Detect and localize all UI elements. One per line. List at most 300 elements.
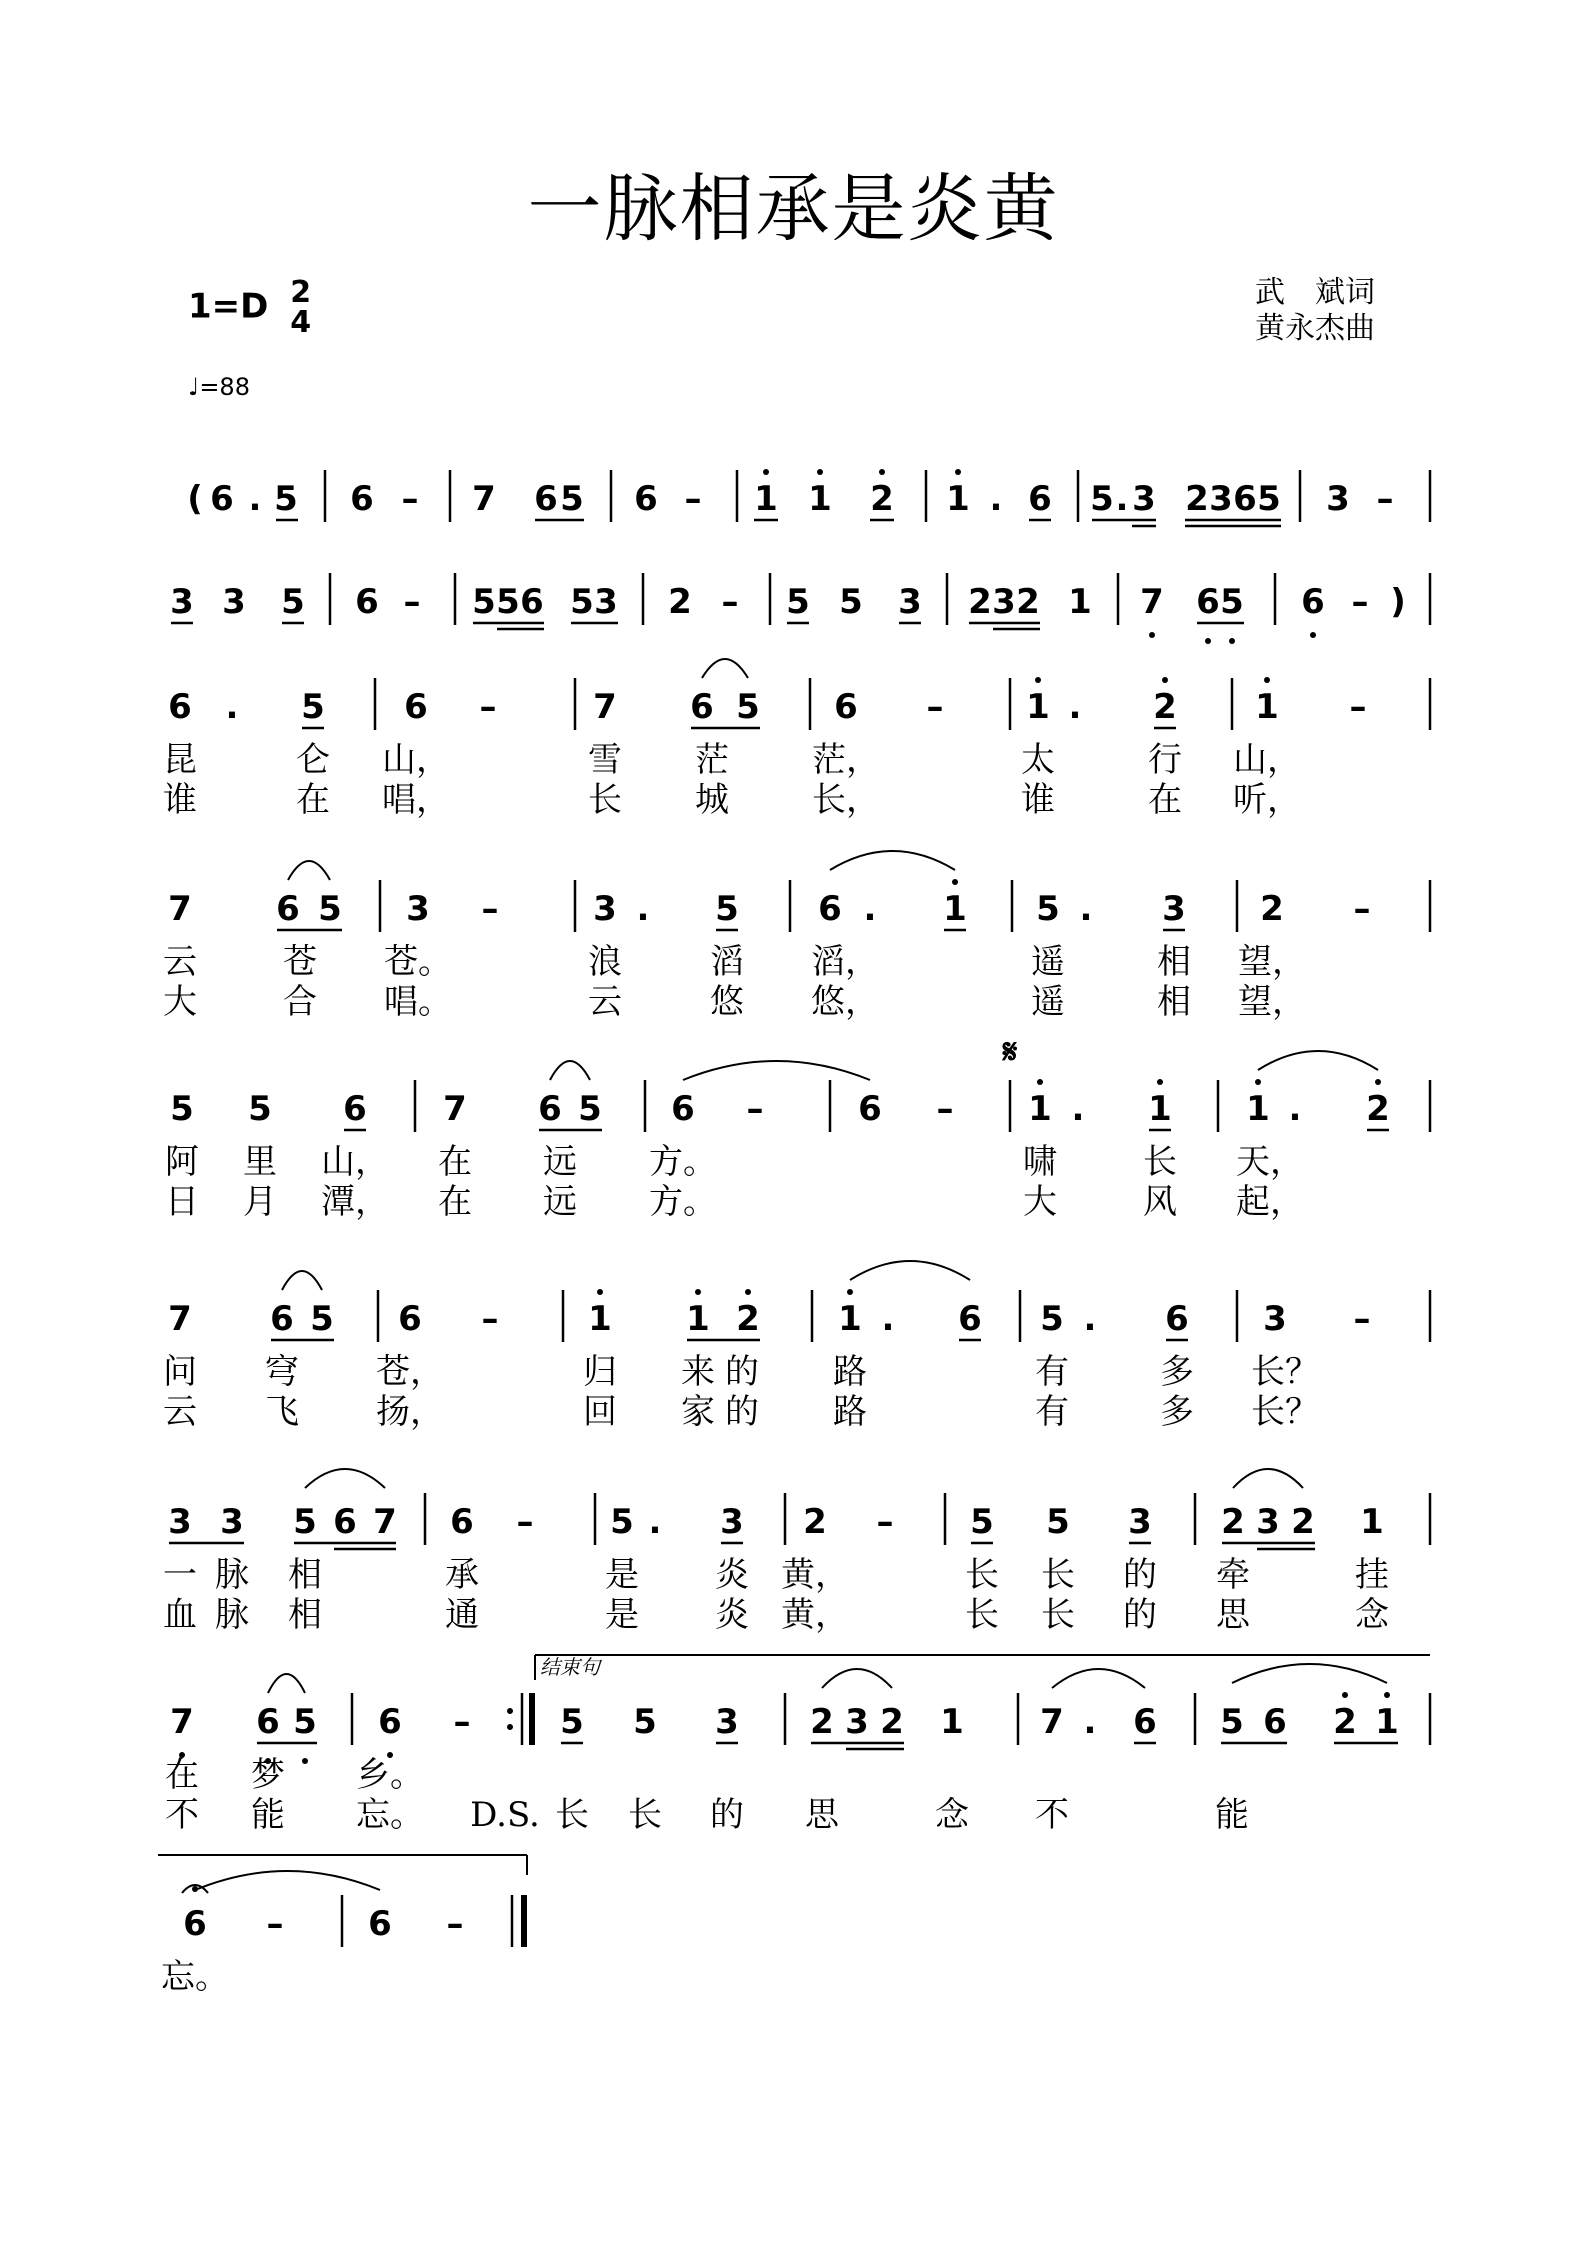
lyric-syllable: 大 bbox=[163, 982, 197, 1022]
lyric-syllable: 唱， bbox=[382, 780, 450, 820]
slur bbox=[822, 1669, 892, 1688]
key-label: 1=D bbox=[188, 286, 269, 327]
repeat-dot bbox=[507, 1708, 513, 1714]
low-octave-dot bbox=[1205, 638, 1211, 644]
lyric-syllable: 念 bbox=[935, 1795, 969, 1835]
note: 1 bbox=[754, 479, 778, 519]
low-octave-dot bbox=[302, 1758, 308, 1764]
note: . bbox=[881, 1299, 895, 1339]
lyric-syllable: 天， bbox=[1236, 1142, 1304, 1182]
note: 6 bbox=[404, 687, 428, 727]
time-top: 2 bbox=[290, 275, 312, 310]
lyric-syllable: 在 bbox=[438, 1182, 472, 1222]
slur bbox=[282, 1271, 322, 1290]
tempo-marking: ♩=88 bbox=[188, 373, 250, 401]
note: 6 bbox=[276, 889, 300, 929]
note: 3 bbox=[1162, 889, 1186, 929]
lyric-syllable: 谁 bbox=[163, 780, 197, 820]
note: 6 bbox=[538, 1089, 562, 1129]
lyric-syllable: 回 bbox=[583, 1392, 617, 1432]
note: . bbox=[648, 1502, 662, 1542]
lyric-syllable: 归 bbox=[583, 1352, 617, 1392]
slur bbox=[550, 1061, 590, 1080]
lyric-syllable: 里 bbox=[243, 1142, 277, 1182]
note: . bbox=[1083, 1299, 1097, 1339]
note: – bbox=[876, 1502, 894, 1542]
note: 1 bbox=[1246, 1089, 1270, 1129]
lyric-syllable: 多 bbox=[1160, 1352, 1194, 1392]
lyric-syllable: 长 bbox=[588, 780, 622, 820]
lyric-syllable: 的 bbox=[1123, 1595, 1157, 1635]
note: – bbox=[446, 1904, 464, 1944]
coda-label: 结束句 bbox=[540, 1655, 600, 1679]
note: 6 bbox=[1133, 1702, 1157, 1742]
note: . bbox=[1115, 479, 1129, 519]
note: 6 bbox=[534, 479, 558, 519]
note: 6 bbox=[690, 687, 714, 727]
lyric-syllable: 合 bbox=[283, 982, 317, 1022]
note: 6 bbox=[1233, 479, 1257, 519]
note: 5 bbox=[633, 1702, 657, 1742]
lyric-syllable: 起， bbox=[1236, 1182, 1304, 1222]
lyric-syllable: 苍， bbox=[376, 1352, 444, 1392]
note: 5 bbox=[472, 582, 496, 622]
lyric-syllable: 阿 bbox=[165, 1142, 199, 1182]
lyric-syllable: 长 bbox=[965, 1555, 999, 1595]
note: 6 bbox=[333, 1502, 357, 1542]
lyric-syllable: 苍。 bbox=[384, 942, 452, 982]
high-octave-dot bbox=[1375, 1079, 1381, 1085]
lyric-syllable: 能 bbox=[251, 1795, 285, 1835]
note: 6 bbox=[1028, 479, 1052, 519]
note: – bbox=[1349, 687, 1367, 727]
note: 1 bbox=[1375, 1702, 1399, 1742]
note: 1 bbox=[1068, 582, 1092, 622]
lyric-syllable: 相 bbox=[1157, 982, 1191, 1022]
note: 3 bbox=[593, 889, 617, 929]
note: 2 bbox=[803, 1502, 827, 1542]
note: 5 bbox=[715, 889, 739, 929]
lyric-syllable: 滔 bbox=[710, 942, 744, 982]
lyric-syllable: 忘。 bbox=[356, 1795, 424, 1835]
lyric-syllable: 不 bbox=[165, 1795, 199, 1835]
note: 5 bbox=[736, 687, 760, 727]
low-octave-dot bbox=[1310, 632, 1316, 638]
note: – bbox=[266, 1904, 284, 1944]
lyric-syllable: 有 bbox=[1035, 1352, 1069, 1392]
lyric-syllable: 的 bbox=[725, 1392, 759, 1432]
lyric-syllable: 谁 bbox=[1021, 780, 1055, 820]
lyric-syllable: 山， bbox=[382, 740, 450, 780]
note: 6 bbox=[256, 1702, 280, 1742]
lyric-syllable: 长 bbox=[1041, 1555, 1075, 1595]
slur bbox=[305, 1469, 385, 1488]
note: . bbox=[863, 889, 877, 929]
lyric-syllable: 承 bbox=[445, 1555, 479, 1595]
lyric-syllable: 的 bbox=[725, 1352, 759, 1392]
lyric-syllable: 大 bbox=[1023, 1182, 1057, 1222]
note: 5 bbox=[1040, 1299, 1064, 1339]
slur bbox=[850, 1261, 970, 1280]
lyric-syllable: 唱。 bbox=[384, 982, 452, 1022]
lyric-syllable: 通 bbox=[445, 1595, 479, 1635]
lyric-syllable: 长？ bbox=[1251, 1392, 1319, 1432]
note: 1 bbox=[1148, 1089, 1172, 1129]
lyric-syllable: 望， bbox=[1238, 982, 1306, 1022]
note: 7 bbox=[1040, 1702, 1064, 1742]
note: 7 bbox=[472, 479, 496, 519]
lyric-syllable: 炎 bbox=[715, 1555, 749, 1595]
slur bbox=[830, 851, 955, 870]
note: 5 bbox=[1220, 582, 1244, 622]
lyric-syllable: 多 bbox=[1160, 1392, 1194, 1432]
note: 6 bbox=[355, 582, 379, 622]
lyric-syllable: 望， bbox=[1238, 942, 1306, 982]
note: – bbox=[936, 1089, 954, 1129]
note: – bbox=[721, 582, 739, 622]
note: 6 bbox=[1301, 582, 1325, 622]
slur bbox=[1052, 1669, 1145, 1688]
lyric-syllable: 脉 bbox=[215, 1555, 249, 1595]
lyric-syllable: 血 bbox=[163, 1595, 197, 1635]
note: 3 bbox=[170, 582, 194, 622]
note: 6 bbox=[858, 1089, 882, 1129]
note: 1 bbox=[808, 479, 832, 519]
note: – bbox=[516, 1502, 534, 1542]
note: 1 bbox=[838, 1299, 862, 1339]
high-octave-dot bbox=[1162, 677, 1168, 683]
note: 2 bbox=[870, 479, 894, 519]
lyric-syllable: 潭， bbox=[321, 1182, 389, 1222]
paren: ( bbox=[187, 479, 203, 519]
lyric-syllable: 长 bbox=[1041, 1595, 1075, 1635]
lyric-syllable: 浪 bbox=[588, 942, 622, 982]
lyric-syllable: 相 bbox=[288, 1595, 322, 1635]
note: 5 bbox=[274, 479, 298, 519]
note: 2 bbox=[1260, 889, 1284, 929]
high-octave-dot bbox=[1255, 1079, 1261, 1085]
high-octave-dot bbox=[817, 469, 823, 475]
lyric-syllable: 飞 bbox=[265, 1392, 299, 1432]
lyric-syllable: 路 bbox=[833, 1352, 867, 1392]
lyric-syllable: 遥 bbox=[1031, 942, 1065, 982]
note: 7 bbox=[443, 1089, 467, 1129]
lyric-syllable: 滔， bbox=[811, 942, 879, 982]
note: . bbox=[989, 479, 1003, 519]
lyric-syllable: 长 bbox=[628, 1795, 662, 1835]
high-octave-dot bbox=[1037, 1079, 1043, 1085]
note: 6 bbox=[1196, 582, 1220, 622]
note: 1 bbox=[1026, 687, 1050, 727]
note: . bbox=[636, 889, 650, 929]
slur bbox=[1232, 1664, 1387, 1683]
high-octave-dot bbox=[847, 1289, 853, 1295]
note: 2 bbox=[1153, 687, 1177, 727]
lyric-syllable: 太 bbox=[1021, 740, 1055, 780]
lyricist: 武 斌词 bbox=[1255, 275, 1375, 310]
note: 3 bbox=[720, 1502, 744, 1542]
slur bbox=[288, 861, 330, 880]
note: – bbox=[1353, 889, 1371, 929]
lyric-syllable: 在 bbox=[1148, 780, 1182, 820]
lyric-syllable: 乡。 bbox=[356, 1755, 424, 1795]
note: 3 bbox=[168, 1502, 192, 1542]
note: 5 bbox=[293, 1502, 317, 1542]
note: 3 bbox=[1132, 479, 1156, 519]
lyric-syllable: 啸 bbox=[1023, 1142, 1057, 1182]
note: . bbox=[1083, 1702, 1097, 1742]
slur bbox=[1258, 1051, 1378, 1070]
note: 5 bbox=[610, 1502, 634, 1542]
lyric-syllable: 一 bbox=[163, 1555, 197, 1595]
lyric-syllable: 苍 bbox=[283, 942, 317, 982]
note: 3 bbox=[1128, 1502, 1152, 1542]
note: 5 bbox=[970, 1502, 994, 1542]
lyric-syllable: 遥 bbox=[1031, 982, 1065, 1022]
slur bbox=[268, 1674, 305, 1693]
note: 6 bbox=[168, 687, 192, 727]
note: 2 bbox=[736, 1299, 760, 1339]
note: 3 bbox=[845, 1702, 869, 1742]
note: 6 bbox=[368, 1904, 392, 1944]
note: 1 bbox=[1028, 1089, 1052, 1129]
high-octave-dot bbox=[1342, 1692, 1348, 1698]
note: 6 bbox=[520, 582, 544, 622]
note: 3 bbox=[992, 582, 1016, 622]
note: 2 bbox=[968, 582, 992, 622]
note: 6 bbox=[343, 1089, 367, 1129]
note: 6 bbox=[210, 479, 234, 519]
note: 2 bbox=[810, 1702, 834, 1742]
note: 7 bbox=[168, 1299, 192, 1339]
lyric-syllable: 悠， bbox=[811, 982, 879, 1022]
note: 7 bbox=[593, 687, 617, 727]
lyric-syllable: 思 bbox=[1216, 1595, 1250, 1635]
lyric-syllable: 不 bbox=[1035, 1795, 1069, 1835]
low-octave-dot bbox=[1229, 638, 1235, 644]
lyric-syllable: 的 bbox=[1123, 1555, 1157, 1595]
lyric-syllable: 在 bbox=[165, 1755, 199, 1795]
note: 6 bbox=[671, 1089, 695, 1129]
note: 6 bbox=[378, 1702, 402, 1742]
note: 1 bbox=[946, 479, 970, 519]
note: 6 bbox=[350, 479, 374, 519]
composer: 黄永杰曲 bbox=[1255, 311, 1375, 346]
note: 5 bbox=[318, 889, 342, 929]
note: 1 bbox=[1360, 1502, 1384, 1542]
high-octave-dot bbox=[1384, 1692, 1390, 1698]
note: 5 bbox=[1257, 479, 1281, 519]
lyric-syllable: 长 bbox=[555, 1795, 589, 1835]
note: . bbox=[225, 687, 239, 727]
high-octave-dot bbox=[745, 1289, 751, 1295]
lyric-syllable: 路 bbox=[833, 1392, 867, 1432]
note: 6 bbox=[450, 1502, 474, 1542]
note: 3 bbox=[898, 582, 922, 622]
note: 5 bbox=[1046, 1502, 1070, 1542]
lyric-syllable: 梦 bbox=[251, 1755, 285, 1795]
note: 5 bbox=[786, 582, 810, 622]
lyric-syllable: 长 bbox=[965, 1595, 999, 1635]
note: 6 bbox=[183, 1904, 207, 1944]
note: 6 bbox=[398, 1299, 422, 1339]
note: 1 bbox=[940, 1702, 964, 1742]
time-bottom: 4 bbox=[290, 305, 312, 340]
note: 2 bbox=[1016, 582, 1040, 622]
lyric-syllable: 远 bbox=[543, 1142, 577, 1182]
segno-mark: 𝄋 bbox=[1002, 1032, 1018, 1072]
lyric-syllable: 山， bbox=[321, 1142, 389, 1182]
note: 6 bbox=[634, 479, 658, 519]
lyric-syllable: 相 bbox=[1157, 942, 1191, 982]
lyric-syllable: 茫 bbox=[695, 740, 729, 780]
note: 6 bbox=[270, 1299, 294, 1339]
lyric-syllable: 行 bbox=[1148, 740, 1182, 780]
lyric-syllable: 在 bbox=[296, 780, 330, 820]
note: 7 bbox=[373, 1502, 397, 1542]
note: 1 bbox=[1255, 687, 1279, 727]
note: – bbox=[684, 479, 702, 519]
lyric-syllable: 云 bbox=[163, 1392, 197, 1432]
lyric-syllable: 的 bbox=[710, 1795, 744, 1835]
note: . bbox=[1288, 1089, 1302, 1129]
lyric-syllable: 挂 bbox=[1355, 1555, 1389, 1595]
note: – bbox=[1353, 1299, 1371, 1339]
note: – bbox=[926, 687, 944, 727]
lyric-syllable: 牵 bbox=[1216, 1555, 1250, 1595]
lyric-syllable: 黄， bbox=[781, 1595, 849, 1635]
lyric-syllable: 方。 bbox=[649, 1182, 717, 1222]
lyric-syllable: 家 bbox=[681, 1392, 715, 1432]
low-octave-dot bbox=[1149, 632, 1155, 638]
note: 5 bbox=[301, 687, 325, 727]
note: 1 bbox=[588, 1299, 612, 1339]
note: 1 bbox=[686, 1299, 710, 1339]
fermata-dot bbox=[192, 1886, 198, 1892]
lyric-syllable: 月 bbox=[243, 1182, 277, 1222]
note: – bbox=[481, 1299, 499, 1339]
note: 7 bbox=[170, 1702, 194, 1742]
lyric-syllable: 长？ bbox=[1251, 1352, 1319, 1392]
note: 5 bbox=[839, 582, 863, 622]
high-octave-dot bbox=[763, 469, 769, 475]
note: . bbox=[1079, 889, 1093, 929]
note: 2 bbox=[1221, 1502, 1245, 1542]
lyric-syllable: 相 bbox=[288, 1555, 322, 1595]
note: – bbox=[1351, 582, 1369, 622]
note: – bbox=[401, 479, 419, 519]
lyric-syllable: 是 bbox=[605, 1595, 639, 1635]
lyric-syllable: 山， bbox=[1233, 740, 1301, 780]
lyric-syllable: 悠 bbox=[710, 982, 744, 1022]
lyric-syllable: 日 bbox=[165, 1182, 199, 1222]
note: 3 bbox=[1326, 479, 1350, 519]
high-octave-dot bbox=[1264, 677, 1270, 683]
note: 6 bbox=[1165, 1299, 1189, 1339]
note: 2 bbox=[880, 1702, 904, 1742]
note: 3 bbox=[1209, 479, 1233, 519]
lyric-syllable: 炎 bbox=[715, 1595, 749, 1635]
lyric-syllable: 远 bbox=[543, 1182, 577, 1222]
note: 5 bbox=[496, 582, 520, 622]
high-octave-dot bbox=[879, 469, 885, 475]
note: 5 bbox=[281, 582, 305, 622]
note: 5 bbox=[578, 1089, 602, 1129]
lyric-syllable: 问 bbox=[163, 1352, 197, 1392]
high-octave-dot bbox=[952, 879, 958, 885]
lyric-syllable: 城 bbox=[695, 780, 729, 820]
lyric-syllable: 方。 bbox=[649, 1142, 717, 1182]
note: 5 bbox=[1220, 1702, 1244, 1742]
note: 7 bbox=[1140, 582, 1164, 622]
lyric-syllable: 思 bbox=[805, 1795, 839, 1835]
note: 5 bbox=[310, 1299, 334, 1339]
note: . bbox=[248, 479, 262, 519]
lyric-syllable: 是 bbox=[605, 1555, 639, 1595]
lyric-syllable: 听， bbox=[1233, 780, 1301, 820]
note: 5 bbox=[570, 582, 594, 622]
note: 3 bbox=[406, 889, 430, 929]
note: 5 bbox=[560, 479, 584, 519]
lyric-syllable: 昆 bbox=[163, 740, 197, 780]
lyric-syllable: 能 bbox=[1215, 1795, 1249, 1835]
note: – bbox=[481, 889, 499, 929]
note: 7 bbox=[168, 889, 192, 929]
high-octave-dot bbox=[597, 1289, 603, 1295]
note: 5 bbox=[170, 1089, 194, 1129]
slur bbox=[1233, 1469, 1303, 1488]
lyric-syllable: 长， bbox=[812, 780, 880, 820]
note: 5 bbox=[560, 1702, 584, 1742]
high-octave-dot bbox=[695, 1289, 701, 1295]
lyric-syllable: 风 bbox=[1143, 1182, 1177, 1222]
lyric-syllable: 仑 bbox=[296, 740, 330, 780]
note: 3 bbox=[1256, 1502, 1280, 1542]
ds-mark: D.S. bbox=[470, 1795, 540, 1835]
note: 2 bbox=[668, 582, 692, 622]
slur bbox=[702, 659, 748, 678]
lyric-syllable: 黄， bbox=[781, 1555, 849, 1595]
slur bbox=[195, 1871, 380, 1890]
note: 2 bbox=[1291, 1502, 1315, 1542]
note: 3 bbox=[715, 1702, 739, 1742]
lyric-syllable: 云 bbox=[163, 942, 197, 982]
lyric-syllable: 脉 bbox=[215, 1595, 249, 1635]
lyric-syllable: 扬， bbox=[376, 1392, 444, 1432]
note: 2 bbox=[1366, 1089, 1390, 1129]
note: 3 bbox=[222, 582, 246, 622]
lyric-syllable: 穹 bbox=[265, 1352, 299, 1392]
lyric-syllable: 云 bbox=[588, 982, 622, 1022]
note: – bbox=[479, 687, 497, 727]
lyric-syllable: 雪 bbox=[588, 740, 622, 780]
note: 5 bbox=[1090, 479, 1114, 519]
note: 5 bbox=[293, 1702, 317, 1742]
note: 6 bbox=[958, 1299, 982, 1339]
note: 5 bbox=[248, 1089, 272, 1129]
note: . bbox=[1071, 1089, 1085, 1129]
lyric-syllable: 来 bbox=[681, 1352, 715, 1392]
note: . bbox=[1068, 687, 1082, 727]
note: 3 bbox=[594, 582, 618, 622]
note: 2 bbox=[1333, 1702, 1357, 1742]
lyric-syllable: 茫， bbox=[812, 740, 880, 780]
note: 5 bbox=[1036, 889, 1060, 929]
note: – bbox=[1376, 479, 1394, 519]
note: 6 bbox=[1263, 1702, 1287, 1742]
note: 1 bbox=[943, 889, 967, 929]
note: 2 bbox=[1185, 479, 1209, 519]
